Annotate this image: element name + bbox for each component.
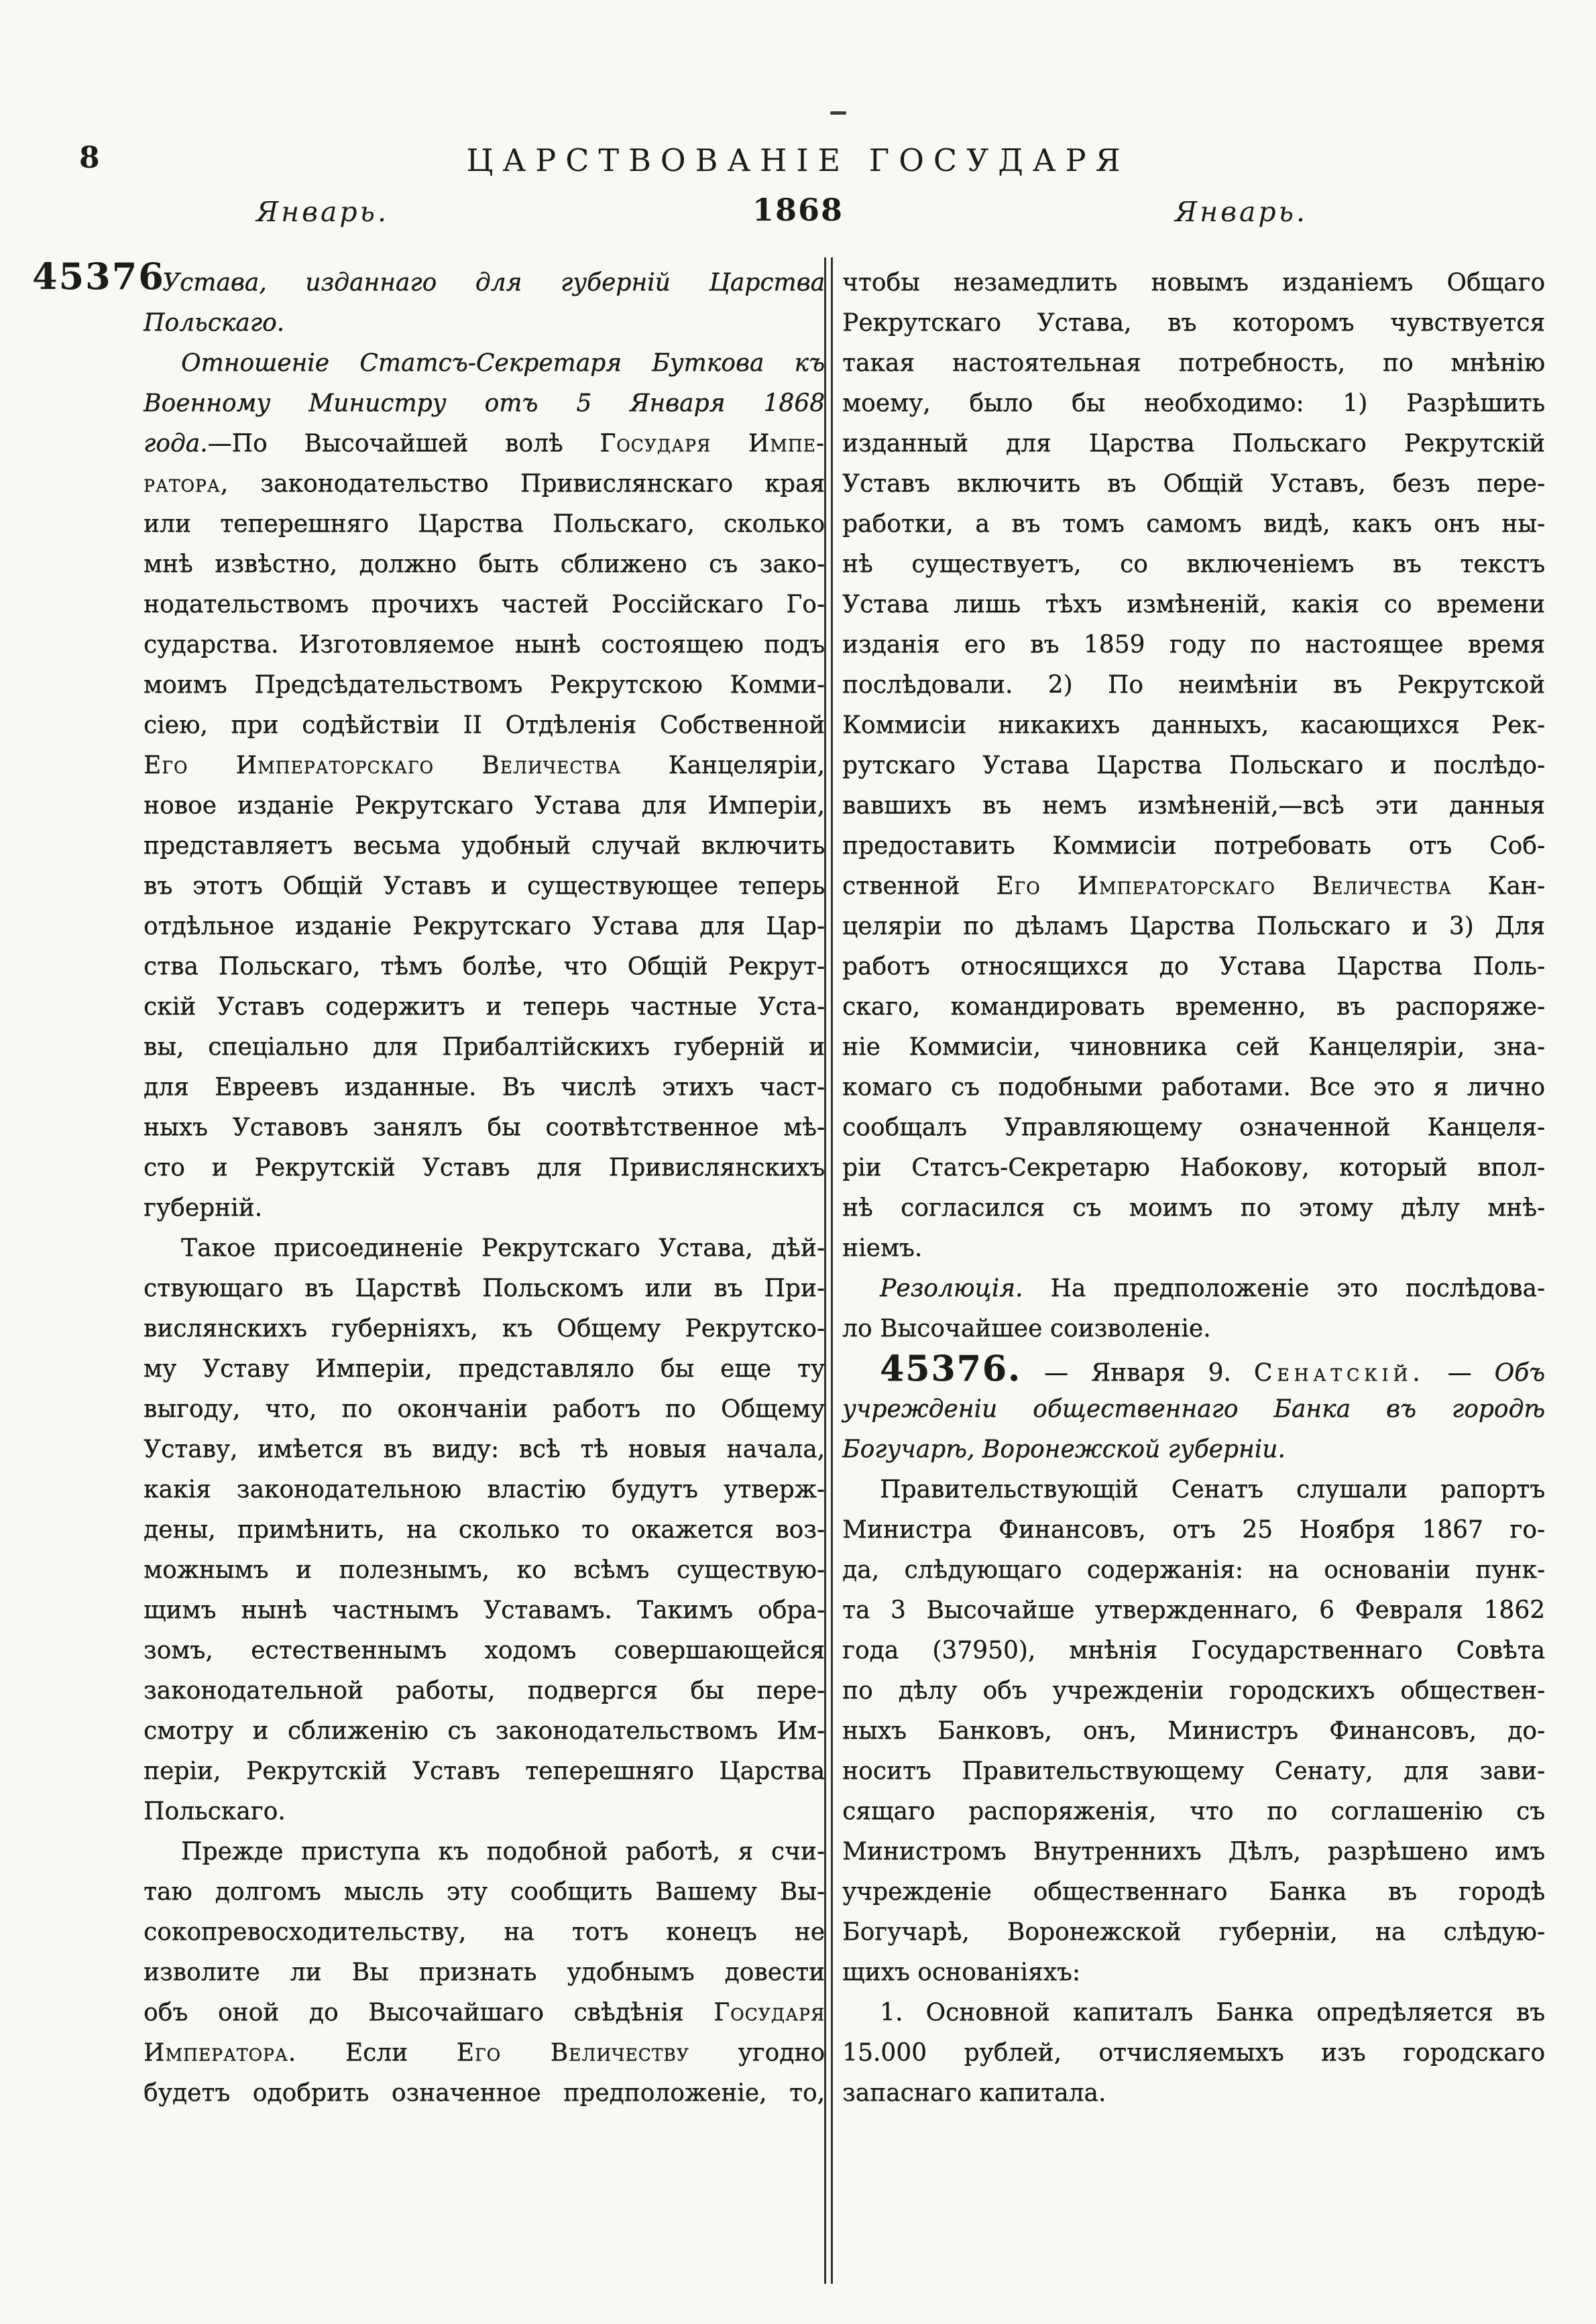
text-segment: —По Высочайшей волѣ bbox=[207, 430, 600, 457]
text-segment: законодательство Привислянскаго края bbox=[229, 470, 825, 498]
year-header: 1868 bbox=[752, 192, 844, 228]
text-segment: ратора, bbox=[144, 470, 229, 498]
text-segment: Его Императорскаго Величества bbox=[996, 872, 1452, 900]
text-segment: сокопревосходительству, на тотъ конецъ не bbox=[144, 1918, 825, 1946]
text-segment: таю долгомъ мысль эту сообщить Вашему Вы- bbox=[144, 1878, 825, 1906]
text-line bbox=[842, 1349, 1545, 1389]
text-line bbox=[144, 625, 825, 665]
text-segment: 1. Основной капиталъ Банка опредѣляется въ bbox=[880, 1999, 1545, 2026]
text-line bbox=[842, 786, 1545, 826]
text-line bbox=[144, 1349, 825, 1389]
text-line bbox=[842, 947, 1545, 987]
text-line bbox=[144, 1188, 825, 1228]
text-line bbox=[144, 826, 825, 866]
text-line bbox=[842, 1067, 1545, 1108]
right-text-column bbox=[842, 263, 1545, 2113]
text-segment: щихъ основаніяхъ: bbox=[842, 1959, 1080, 1986]
text-line bbox=[144, 1832, 825, 1872]
month-header-right: Январь. bbox=[1175, 196, 1308, 228]
text-line bbox=[842, 746, 1545, 786]
text-segment: учрежденіи общественнаго Банка въ городѣ bbox=[842, 1395, 1545, 1423]
text-segment: Резолюція. bbox=[880, 1275, 1023, 1302]
text-line bbox=[842, 1389, 1545, 1430]
text-segment: ніемъ. bbox=[842, 1234, 923, 1262]
page-number: 8 bbox=[79, 141, 100, 175]
text-segment: учрежденіе общественнаго Банка въ городѣ bbox=[842, 1878, 1545, 1906]
text-line bbox=[144, 1711, 825, 1751]
text-segment: ло Высочайшее соизволеніе. bbox=[842, 1315, 1211, 1342]
text-line bbox=[144, 1148, 825, 1188]
text-segment: ныхъ Уставовъ занялъ бы соотвѣтственное мѣ- bbox=[144, 1114, 825, 1141]
text-segment: Отношеніе Статсъ-Секретаря Буткова къ bbox=[181, 349, 825, 377]
text-segment: дены, примѣнить, на сколько то окажется воз- bbox=[144, 1516, 825, 1544]
text-segment: работки, а въ томъ самомъ видѣ, какъ онъ ны- bbox=[842, 510, 1545, 538]
text-segment: сударства. Изготовляемое нынѣ состоящею подъ bbox=[144, 631, 825, 658]
text-segment: Если bbox=[296, 2039, 457, 2067]
text-line bbox=[842, 987, 1545, 1027]
text-segment: Сенатскій. bbox=[1253, 1359, 1425, 1387]
text-segment: Его Величеству bbox=[456, 2039, 689, 2067]
text-line bbox=[144, 1309, 825, 1349]
text-line bbox=[842, 1510, 1545, 1550]
text-segment: Военному Министру отъ 5 Января 1868 bbox=[144, 390, 825, 417]
text-line bbox=[842, 1269, 1545, 1309]
text-line bbox=[842, 907, 1545, 947]
text-segment: Устава лишь тѣхъ измѣненій, какія со времени bbox=[842, 591, 1545, 618]
text-segment: нодательствомъ прочихъ частей Россійскаго Го- bbox=[144, 591, 825, 618]
text-line bbox=[144, 1912, 825, 1953]
text-segment: — Января 9. bbox=[1021, 1359, 1254, 1387]
text-segment: работъ относящихся до Устава Царства Поль- bbox=[842, 953, 1545, 980]
text-segment: му Уставу Имперіи, представляло бы еще ту bbox=[144, 1355, 825, 1383]
text-segment: законодательной работы, подвергся бы пере- bbox=[144, 1677, 825, 1704]
text-segment: ства Польскаго, тѣмъ болѣе, что Общій Рекрут- bbox=[144, 953, 825, 980]
text-line bbox=[144, 987, 825, 1027]
text-line bbox=[842, 1108, 1545, 1148]
text-line bbox=[842, 826, 1545, 866]
text-line bbox=[842, 1027, 1545, 1067]
text-segment: щимъ нынѣ частнымъ Уставамъ. Такимъ обра- bbox=[144, 1596, 825, 1624]
text-segment: Польскаго. bbox=[144, 1798, 286, 1825]
text-segment: вы, спеціально для Прибалтійскихъ губерній и bbox=[144, 1033, 825, 1061]
text-line bbox=[144, 263, 825, 303]
text-segment: Канцеляріи, bbox=[621, 752, 825, 779]
text-segment: по дѣлу объ учрежденіи городскихъ обществен- bbox=[842, 1677, 1545, 1704]
month-header-left: Январь. bbox=[256, 196, 390, 228]
text-segment: Уставъ включить въ Общій Уставъ, безъ пере- bbox=[842, 470, 1545, 498]
text-segment: сто и Рекрутскій Уставъ для Привислянскихъ bbox=[144, 1154, 825, 1181]
text-line bbox=[842, 303, 1545, 343]
text-line bbox=[842, 1631, 1545, 1671]
text-line bbox=[842, 1228, 1545, 1269]
text-segment: зомъ, естественнымъ ходомъ совершающейся bbox=[144, 1637, 825, 1664]
text-line bbox=[842, 1188, 1545, 1228]
text-segment: Министромъ Внутреннихъ Дѣлъ, разрѣшено имъ bbox=[842, 1838, 1545, 1865]
running-title: ЦАРСТВОВАНІЕ ГОСУДАРЯ bbox=[466, 142, 1130, 178]
text-segment: — bbox=[1424, 1359, 1495, 1387]
text-segment: въ этотъ Общій Уставъ и существующее теперь bbox=[144, 872, 825, 900]
text-line bbox=[842, 1671, 1545, 1711]
text-line bbox=[144, 1953, 825, 1993]
text-segment: періи, Рекрутскій Уставъ теперешняго Царства bbox=[144, 1757, 825, 1785]
text-segment: Императора. bbox=[144, 2039, 297, 2067]
text-segment: целяріи по дѣламъ Царства Польскаго и 3) Для bbox=[842, 913, 1545, 940]
text-segment: какія законодательною властію будутъ утверж- bbox=[144, 1476, 825, 1503]
text-segment: моему, было бы необходимо: 1) Разрѣшить bbox=[842, 390, 1545, 417]
text-line bbox=[842, 1953, 1545, 1993]
text-segment: Польскаго. bbox=[144, 309, 285, 337]
text-segment: такая настоятельная потребность, по мнѣнію bbox=[842, 349, 1545, 377]
text-segment: губерній. bbox=[144, 1194, 263, 1222]
text-segment: вавшихъ въ немъ измѣненій,—всѣ эти данныя bbox=[842, 792, 1545, 819]
text-line bbox=[842, 1430, 1545, 1470]
text-line bbox=[842, 705, 1545, 746]
text-line bbox=[144, 1550, 825, 1590]
text-line bbox=[144, 2073, 825, 2113]
text-segment: можнымъ и полезнымъ, ко всѣмъ существую- bbox=[144, 1556, 825, 1584]
text-line bbox=[842, 1912, 1545, 1953]
text-line bbox=[144, 1027, 825, 1067]
text-segment: или теперешняго Царства Польскаго, сколько bbox=[144, 510, 825, 538]
text-line bbox=[842, 464, 1545, 504]
text-line bbox=[144, 1671, 825, 1711]
text-segment: нѣ согласился съ моимъ по этому дѣлу мнѣ- bbox=[842, 1194, 1545, 1222]
text-segment: угодно bbox=[689, 2039, 825, 2067]
text-line bbox=[842, 1470, 1545, 1510]
text-segment: та 3 Высочайше утвержденнаго, 6 Февраля 1862 bbox=[842, 1596, 1545, 1624]
text-segment: Богучарѣ, Воронежской губерніи, на слѣдую- bbox=[842, 1918, 1545, 1946]
text-segment: Кан- bbox=[1451, 872, 1545, 900]
text-segment: 15.000 рублей, отчисляемыхъ изъ городскаго bbox=[842, 2039, 1545, 2067]
text-segment: смотру и сближенію съ законодательствомъ Им- bbox=[144, 1717, 825, 1745]
scan-artifact-dash bbox=[830, 111, 846, 115]
text-segment: изданный для Царства Польскаго Рекрутскій bbox=[842, 430, 1545, 457]
text-line bbox=[144, 424, 825, 464]
text-segment: ныхъ Банковъ, онъ, Министръ Финансовъ, до- bbox=[842, 1717, 1545, 1745]
text-line bbox=[144, 746, 825, 786]
text-line bbox=[144, 585, 825, 625]
text-segment: вислянскихъ губерніяхъ, къ Общему Рекрутско- bbox=[144, 1315, 825, 1342]
text-segment: ственной bbox=[842, 872, 996, 900]
text-line bbox=[144, 866, 825, 907]
text-line bbox=[842, 1872, 1545, 1912]
text-line bbox=[842, 1792, 1545, 1832]
text-segment: выгоду, что, по окончаніи работъ по Общему bbox=[144, 1395, 825, 1423]
text-line bbox=[144, 384, 825, 424]
text-line bbox=[842, 2033, 1545, 2073]
text-segment: изданія его въ 1859 году по настоящее время bbox=[842, 631, 1545, 658]
text-line bbox=[144, 786, 825, 826]
text-line bbox=[144, 947, 825, 987]
text-line bbox=[842, 1309, 1545, 1349]
text-segment: ріи Статсъ-Секретарю Набокову, который впол- bbox=[842, 1154, 1545, 1181]
text-segment: для Евреевъ изданные. Въ числѣ этихъ част- bbox=[144, 1073, 825, 1101]
text-segment: новое изданіе Рекрутскаго Устава для Имперіи, bbox=[144, 792, 825, 819]
text-line bbox=[144, 1067, 825, 1108]
text-segment: моимъ Предсѣдательствомъ Рекрутскою Комми- bbox=[144, 671, 825, 699]
text-line bbox=[842, 1148, 1545, 1188]
left-text-column bbox=[32, 255, 825, 2113]
text-line bbox=[842, 343, 1545, 384]
text-line bbox=[842, 1993, 1545, 2033]
text-segment: Объ bbox=[1494, 1359, 1545, 1387]
text-line bbox=[842, 1550, 1545, 1590]
text-segment: да, слѣдующаго содержанія: на основаніи пунк- bbox=[842, 1556, 1545, 1584]
text-line bbox=[144, 1108, 825, 1148]
text-line bbox=[842, 625, 1545, 665]
text-line bbox=[144, 1430, 825, 1470]
text-segment: Прежде приступа къ подобной работѣ, я счи- bbox=[181, 1838, 825, 1865]
text-line bbox=[842, 544, 1545, 585]
text-segment: Богучарѣ, Воронежской губерніи. bbox=[842, 1436, 1286, 1463]
text-line bbox=[144, 1993, 825, 2033]
text-line bbox=[842, 1590, 1545, 1631]
text-segment: сіею, при содѣйствіи II Отдѣленія Собственной bbox=[144, 711, 825, 739]
text-segment: носитъ Правительствующему Сенату, для зави- bbox=[842, 1757, 1545, 1785]
text-line bbox=[144, 1751, 825, 1792]
text-segment: Его Императорскаго Величества bbox=[144, 752, 622, 779]
text-line bbox=[144, 1872, 825, 1912]
text-segment: запаснаго капитала. bbox=[842, 2079, 1106, 2107]
text-segment: предоставить Коммисіи потребовать отъ Соб- bbox=[842, 832, 1545, 860]
text-segment: 45376. bbox=[880, 1348, 1022, 1389]
text-segment: На предположеніе это послѣдова- bbox=[1023, 1275, 1545, 1302]
text-line bbox=[144, 1590, 825, 1631]
text-segment: Устава, изданнаго для губерній Царства bbox=[162, 269, 825, 296]
text-segment: представляетъ весьма удобный случай включить bbox=[144, 832, 825, 860]
text-segment: будетъ одобрить означенное предположеніе, то, bbox=[144, 2079, 825, 2107]
column-divider-rule bbox=[824, 257, 833, 2284]
text-line bbox=[144, 303, 825, 343]
text-segment: скій Уставъ содержитъ и теперь частные Уста- bbox=[144, 993, 825, 1021]
text-segment: сообщалъ Управляющему означенной Канцеля- bbox=[842, 1114, 1545, 1141]
text-segment: нѣ существуетъ, со включеніемъ въ текстъ bbox=[842, 550, 1545, 578]
text-line bbox=[144, 665, 825, 705]
text-line bbox=[842, 1711, 1545, 1751]
text-segment: чтобы незамедлить новымъ изданіемъ Общаго bbox=[842, 269, 1545, 296]
text-segment: Уставу, имѣется въ виду: всѣ тѣ новыя начала, bbox=[144, 1436, 825, 1463]
text-line bbox=[144, 1792, 825, 1832]
text-segment: ствующаго въ Царствѣ Польскомъ или въ При- bbox=[144, 1275, 825, 1302]
text-segment: Государя Импе- bbox=[600, 430, 825, 457]
text-segment: сящаго распоряженія, что по соглашенію съ bbox=[842, 1798, 1545, 1825]
text-line bbox=[144, 1389, 825, 1430]
text-line bbox=[144, 1470, 825, 1510]
text-line bbox=[842, 424, 1545, 464]
text-line bbox=[144, 464, 825, 504]
text-line bbox=[842, 1751, 1545, 1792]
text-line bbox=[144, 504, 825, 544]
text-segment: послѣдовали. 2) По неимѣніи въ Рекрутской bbox=[842, 671, 1545, 699]
text-segment: Министра Финансовъ, отъ 25 Ноября 1867 го- bbox=[842, 1516, 1545, 1544]
text-line bbox=[842, 665, 1545, 705]
text-segment: рутскаго Устава Царства Польскаго и послѣдо- bbox=[842, 752, 1545, 779]
text-line bbox=[144, 2033, 825, 2073]
text-line bbox=[842, 2073, 1545, 2113]
text-line bbox=[842, 504, 1545, 544]
text-line bbox=[144, 705, 825, 746]
text-line bbox=[842, 585, 1545, 625]
text-line bbox=[144, 544, 825, 585]
text-segment: года. bbox=[144, 430, 208, 457]
text-line bbox=[842, 866, 1545, 907]
text-segment: Коммисіи никакихъ данныхъ, касающихся Рек- bbox=[842, 711, 1545, 739]
text-line bbox=[144, 1228, 825, 1269]
text-line bbox=[842, 384, 1545, 424]
text-segment: Государя bbox=[714, 1999, 825, 2026]
text-line bbox=[842, 1832, 1545, 1872]
text-segment: мнѣ извѣстно, должно быть сближено съ зако- bbox=[144, 550, 825, 578]
text-segment: года (37950), мнѣнія Государственнаго Совѣта bbox=[842, 1637, 1545, 1664]
text-line bbox=[144, 1510, 825, 1550]
text-segment: объ оной до Высочайшаго свѣдѣнія bbox=[144, 1999, 714, 2026]
text-segment: Правительствующій Сенатъ слушали рапортъ bbox=[880, 1476, 1545, 1503]
item-number-margin: 45376 bbox=[32, 255, 165, 298]
text-segment: Такое присоединеніе Рекрутскаго Устава, дѣй- bbox=[181, 1234, 825, 1262]
text-segment: ніе Коммисіи, чиновника сей Канцеляріи, зна- bbox=[842, 1033, 1545, 1061]
text-segment: отдѣльное изданіе Рекрутскаго Устава для Цар- bbox=[144, 913, 825, 940]
text-segment: изволите ли Вы признать удобнымъ довести bbox=[144, 1959, 825, 1986]
text-line bbox=[144, 1631, 825, 1671]
text-line bbox=[144, 1269, 825, 1309]
text-line bbox=[144, 343, 825, 384]
text-segment: комаго съ подобными работами. Все это я лично bbox=[842, 1073, 1545, 1101]
text-line bbox=[144, 907, 825, 947]
text-line bbox=[842, 263, 1545, 303]
text-segment: Рекрутскаго Устава, въ которомъ чувствуется bbox=[842, 309, 1545, 337]
text-segment: скаго, командировать временно, въ распоряже- bbox=[842, 993, 1545, 1021]
